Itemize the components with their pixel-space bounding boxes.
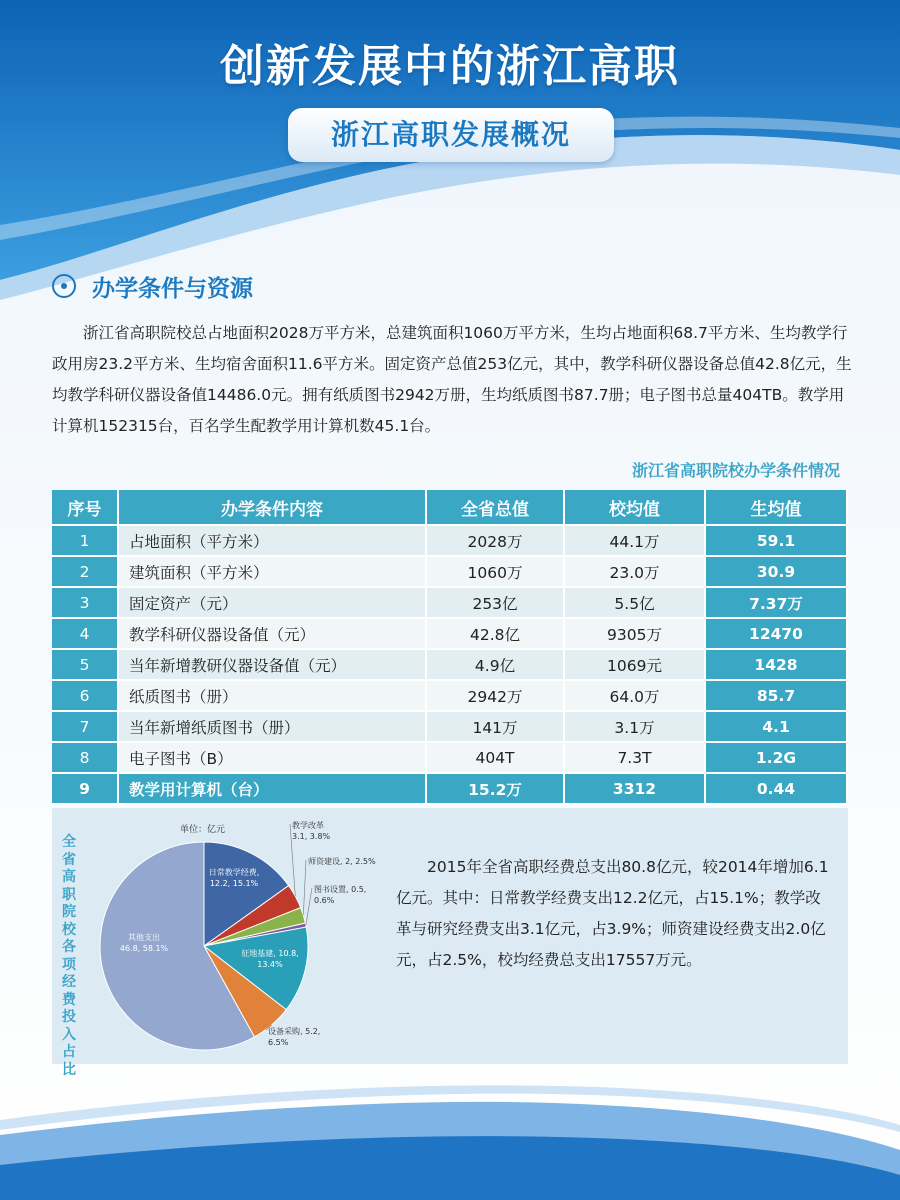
cell-per-student: 7.37万 (706, 588, 848, 619)
pie-label: 其他支出 (128, 933, 160, 942)
cell-total: 15.2万 (427, 774, 565, 805)
table-row (52, 588, 848, 619)
cell-content: 当年新增教研仪器设备值（元） (119, 650, 427, 681)
pie-label: 46.8, 58.1% (119, 944, 169, 953)
cell-index: 1 (52, 526, 119, 557)
pie-label: 12.2, 15.1% (209, 879, 259, 888)
pie-leader-line (306, 888, 312, 925)
table-row (52, 557, 848, 588)
pie-label: 征地基建, 10.8, (241, 949, 299, 958)
pie-side-title: 全省高职院校各项经费投入占比 (62, 834, 76, 1078)
pie-chart (52, 808, 392, 1064)
cell-total: 2942万 (427, 681, 565, 712)
pie-label: 6.5% (268, 1038, 289, 1047)
cell-average: 44.1万 (565, 526, 706, 557)
table-caption: 浙江省高职院校办学条件情况 (631, 461, 840, 480)
cell-total: 42.8亿 (427, 619, 565, 650)
cell-total: 141万 (427, 712, 565, 743)
cell-average: 7.3T (565, 743, 706, 774)
cell-average: 9305万 (565, 619, 706, 650)
header-index: 序号 (52, 490, 119, 526)
cell-total: 253亿 (427, 588, 565, 619)
cell-index: 9 (52, 774, 119, 805)
cell-total: 404T (427, 743, 565, 774)
pie-label: 图书设置, 0.5, (314, 885, 367, 894)
pie-label: 13.4% (257, 960, 283, 969)
table-row (52, 526, 848, 557)
cell-per-student: 12470 (706, 619, 848, 650)
cell-per-student: 59.1 (706, 526, 848, 557)
pie-label: 0.6% (314, 896, 335, 905)
page-subtitle: 浙江高职发展概况 (288, 108, 614, 162)
cell-content: 固定资产（元） (119, 588, 427, 619)
cell-index: 2 (52, 557, 119, 588)
cell-average: 3312 (565, 774, 706, 805)
cell-index: 7 (52, 712, 119, 743)
cell-content: 占地面积（平方米） (119, 526, 427, 557)
header-school-average: 校均值 (565, 490, 706, 526)
funding-panel (52, 808, 848, 1078)
cell-per-student: 30.9 (706, 557, 848, 588)
section-title: 办学条件与资源 (92, 275, 253, 302)
cell-per-student: 85.7 (706, 681, 848, 712)
cell-average: 5.5亿 (565, 588, 706, 619)
cell-index: 4 (52, 619, 119, 650)
page-title: 创新发展中的浙江高职 (220, 41, 680, 92)
cell-total: 2028万 (427, 526, 565, 557)
pie-leader-line (303, 860, 306, 915)
cell-content: 纸质图书（册） (119, 681, 427, 712)
pie-label: 日常教学经费, (208, 868, 260, 877)
cell-content: 教学用计算机（台） (119, 774, 427, 805)
pie-label: 3.1, 3.8% (292, 832, 331, 841)
cell-total: 4.9亿 (427, 650, 565, 681)
cell-average: 1069元 (565, 650, 706, 681)
table-row (52, 681, 848, 712)
conditions-table (52, 490, 848, 805)
header-content: 办学条件内容 (119, 490, 427, 526)
table-row (52, 650, 848, 681)
cell-content: 电子图书（B） (119, 743, 427, 774)
cell-per-student: 4.1 (706, 712, 848, 743)
pie-unit-label: 单位：亿元 (180, 825, 226, 835)
pie-label: 教学改革 (292, 821, 324, 830)
funding-summary: 2015年全省高职经费总支出80.8亿元，较2014年增加6.1亿元。其中：日常教学经费支出12.2亿元，占15.1%；教学改革与研究经费支出3.1亿元，占3.9%；师资建设经费支出2.0亿元，占2.5%，校均经费总支出17557万元。 (396, 858, 829, 969)
cell-average: 23.0万 (565, 557, 706, 588)
intro-paragraph: 浙江省高职院校总占地面积2028万平方米，总建筑面积1060万平方米，生均占地面积68.7平方米、生均教学行政用房23.2平方米、生均宿舍面积11.6平方米。固定资产总值253亿元，其中，教学科研仪器设备总值42.8亿元，生均教学科研仪器设备值14486.0元。拥有纸质图书2942万册，生均纸质图书87.7册；电子图书总量404TB。教学用计算机152315台，百名学生配教学用计算机数45.1台。 (52, 324, 852, 435)
table-row (52, 712, 848, 743)
cell-per-student: 0.44 (706, 774, 848, 805)
cell-average: 64.0万 (565, 681, 706, 712)
table-row (52, 743, 848, 774)
table-row (52, 619, 848, 650)
section-header (52, 270, 253, 302)
table-header-row (52, 490, 848, 526)
target-icon (52, 274, 76, 298)
cell-content: 建筑面积（平方米） (119, 557, 427, 588)
cell-index: 3 (52, 588, 119, 619)
pie-label: 师资建设, 2, 2.5% (308, 857, 376, 866)
header-per-student: 生均值 (706, 490, 848, 526)
cell-average: 3.1万 (565, 712, 706, 743)
cell-index: 8 (52, 743, 119, 774)
cell-per-student: 1.2G (706, 743, 848, 774)
cell-per-student: 1428 (706, 650, 848, 681)
cell-index: 5 (52, 650, 119, 681)
pie-label: 设备采购, 5.2, (268, 1027, 321, 1036)
header-province-total: 全省总值 (427, 490, 565, 526)
cell-index: 6 (52, 681, 119, 712)
cell-content: 当年新增纸质图书（册） (119, 712, 427, 743)
table-row (52, 774, 848, 805)
cell-total: 1060万 (427, 557, 565, 588)
cell-content: 教学科研仪器设备值（元） (119, 619, 427, 650)
